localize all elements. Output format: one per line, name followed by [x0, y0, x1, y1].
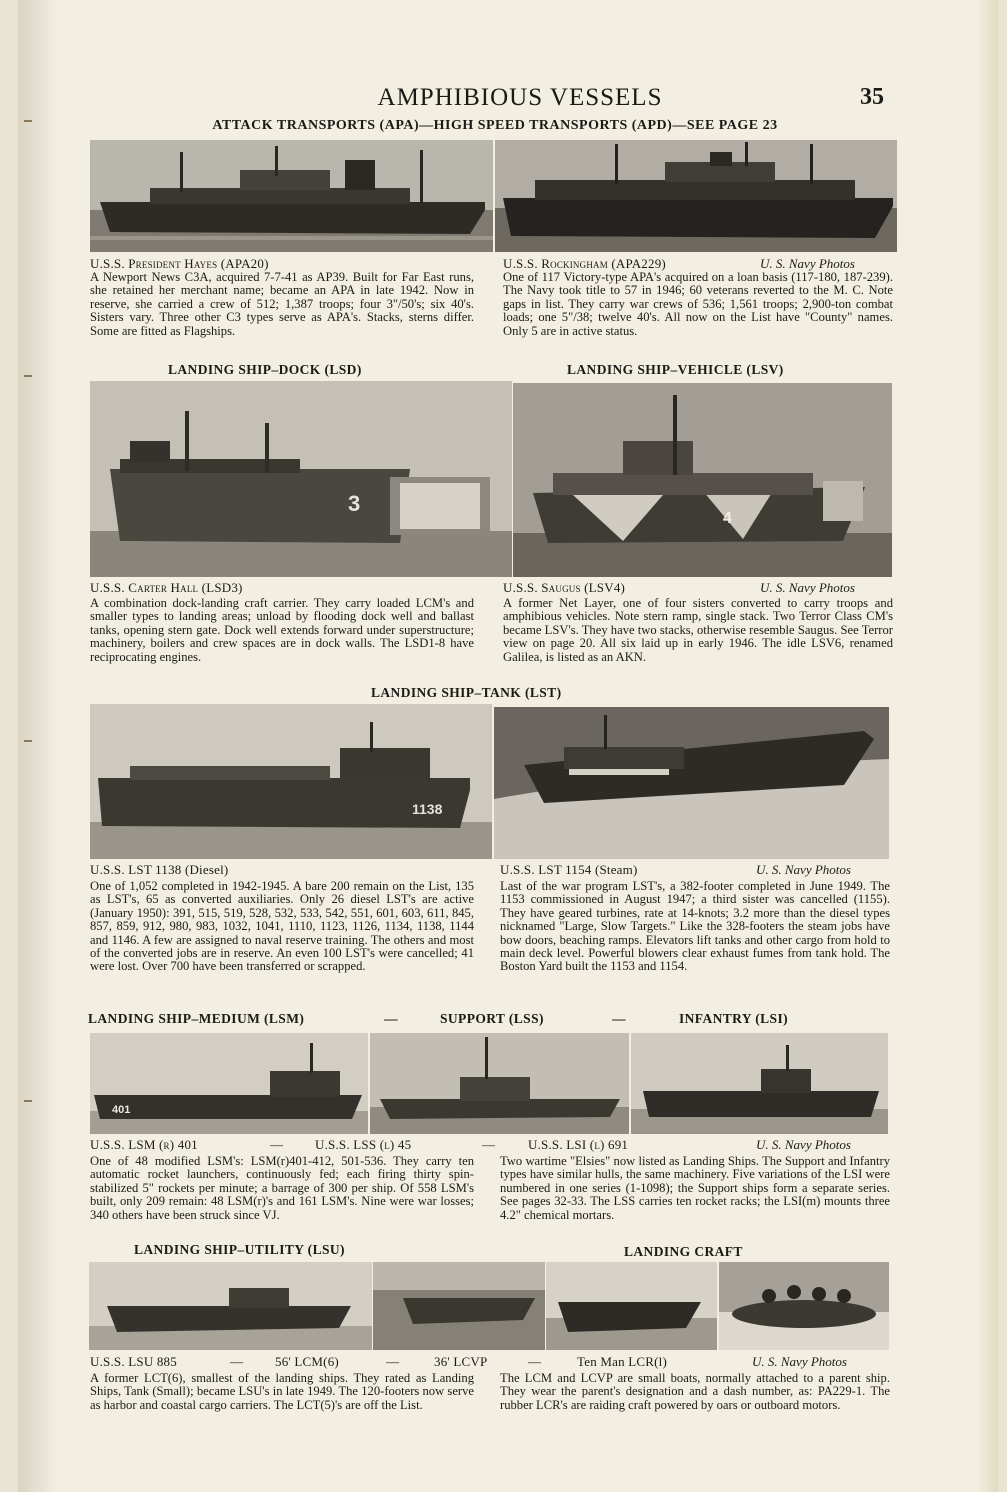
caption-lst-1154: U.S.S. LST 1154 (Steam): [500, 862, 638, 877]
heading-lsm: LANDING SHIP–MEDIUM (LSM): [88, 1011, 305, 1026]
text-lss-lsi: Two wartime "Elsies" now listed as Landing Ships. The Support and Infantry types have similar hulls, the same machinery. Five variations of the LSI were numbered in one series (1-1098); the Support ships form a separate series. See pages 32-33. The LSS carries ten rocket racks; the LSI(m) mounts three 4.2" chemical mortars.: [500, 1154, 890, 1222]
caption-lsu-885: U.S.S. LSU 885: [90, 1354, 177, 1369]
photo-credit: U. S. Navy Photos: [756, 862, 851, 877]
binding-mark: [24, 1100, 32, 1102]
binding-mark: [24, 120, 32, 122]
caption-carter-hall: U.S.S. Carter Hall (LSD3): [90, 580, 243, 595]
heading-lsv: LANDING SHIP–VEHICLE (LSV): [567, 362, 784, 377]
page-number: 35: [860, 84, 884, 110]
photo-lcr: [719, 1262, 889, 1350]
photo-lcvp: [546, 1262, 717, 1350]
photo-lsu-885: [89, 1262, 372, 1350]
photo-lcm-6: [373, 1262, 545, 1350]
heading-dash: —: [612, 1011, 626, 1026]
text-lsu: A former LCT(6), smallest of the landing ships. They rated as Landing Ships, Tank (Small); became LSU's in late 1949. The 120-footers now serve as harbor and coastal cargo carriers. The LCT(5)'s are off the List.: [90, 1371, 474, 1412]
binding-mark: [24, 375, 32, 377]
photo-saugus: [513, 383, 892, 577]
text-lst-1138: One of 1,052 completed in 1942-1945. A bare 200 remain on the List, 135 as LST's, 65 as converted auxiliaries. Only 26 diesel LST's are active (January 1950): 391, 515, 519, 528, 532, 533, 542, 551, 601, 603, 611, 845, 857, 859, 912, 980, 983, 1032, 1041, 1110, 1123, 1126, 1134, 1138, 1144 and 1146. A few are assigned to naval reserve training. The others and most of the converted jobs are in reserve. An even 100 LST's were cancelled; 41 were lost. Over 700 have been transferred or scrapped.: [90, 879, 474, 974]
heading-lsu: LANDING SHIP–UTILITY (LSU): [134, 1242, 345, 1257]
text-lsm: One of 48 modified LSM's: LSM(r)401-412, 501-536. They carry ten automatic rocket launchers, continuously fed; each firing thirty spin-stabilized 5" rockets per minute; a barrage of 300 per ship. Of 558 LSM's built, only 209 remain: 48 LSM(r)'s and 161 LSM's. Nine were war losses; 340 others have been struck since VJ.: [90, 1154, 474, 1222]
caption-lcvp: 36' LCVP: [434, 1354, 488, 1369]
text-carter-hall: A combination dock-landing craft carrier. They carry loaded LCM's and smaller types to landing areas; unload by flooding dock well and ballast tanks, opening stern gate. Dock well extends forward under superstructure; machinery, boilers and crew spaces are in dock walls. The LSD1-8 have reciprocating engines.: [90, 596, 474, 664]
photo-credit: U. S. Navy Photos: [760, 256, 855, 271]
text-rockingham: One of 117 Victory-type APA's acquired on a loan basis (117-180, 187-239). The Navy took title to 57 in 1946; 60 veterans reverted to the M. C. Note gaps in list. They carry war crews of 536; 1,561 troops; 2,900-ton combat loads; one 5"/38; twelve 40's. All now on the List have "County" names. Only 5 are in active status.: [503, 270, 893, 338]
photo-president-hayes: [90, 140, 493, 252]
text-saugus: A former Net Layer, one of four sisters converted to carry troops and amphibious vehicles. Note stern ramp, single stack. Two Terror Class CM's became LSV's. They have two stacks, otherwise resemble Saugus. See Terror view on page 20. All six laid up in early 1946. The idle LSV6, renamed Galilea, is listed as an AKN.: [503, 596, 893, 664]
heading-dash: —: [384, 1011, 398, 1026]
caption-lsi-691: U.S.S. LSI (l) 691: [528, 1137, 629, 1152]
photo-carter-hall: [90, 381, 512, 577]
hull-number-1138: 1138: [412, 801, 443, 817]
heading-lsi: INFANTRY (LSI): [679, 1011, 789, 1026]
text-lst-1154: Last of the war program LST's, a 382-footer completed in June 1949. The 1153 commissioned in August 1947; a third sister was cancelled (1155). They have geared turbines, rate at 14-knots; 3.2 more than the diesel types nicknamed "Large, Slow Targets." Like the 328-footers the steam jobs have bow doors, beaching ramps. Elevators lift tanks and other cargo from hold to main deck level. Powerful blowers clear exhaust fumes from tank hold. The Boston Yard built the 1153 and 1154.: [500, 879, 890, 974]
caption-saugus: U.S.S. Saugus (LSV4): [503, 580, 626, 595]
heading-lss: SUPPORT (LSS): [440, 1011, 544, 1026]
page-gutter: [18, 0, 58, 1492]
text-president-hayes: A Newport News C3A, acquired 7-7-41 as AP39. Built for Far East runs, she retained her merchant name; became an APA in late 1942. Now in reserve, she carried a crew of 512; 1,387 troops; four 3"/50's; six 40's. Sisters vary. Three other C3 types serve as APA's. Stacks, sterns differ. Some are fitted as Flagships.: [90, 270, 474, 338]
page-edge: [976, 0, 998, 1492]
photo-credit: U. S. Navy Photos: [752, 1354, 847, 1369]
caption-lss-45: U.S.S. LSS (l) 45: [315, 1137, 412, 1152]
page-title: AMPHIBIOUS VESSELS: [377, 84, 663, 111]
photo-lsm-401: [90, 1033, 368, 1134]
caption-dash: —: [230, 1354, 244, 1369]
heading-lsd: LANDING SHIP–DOCK (LSD): [168, 362, 362, 377]
hull-number-4: 4: [723, 510, 732, 527]
text-landing-craft: The LCM and LCVP are small boats, normally attached to a parent ship. They wear the parent's designation and a dash number, as: PA229-1. The rubber LCR's are raiding craft powered by oars or outboard motors.: [500, 1371, 890, 1412]
hull-number-3: 3: [348, 491, 361, 516]
heading-landing-craft: LANDING CRAFT: [624, 1244, 743, 1259]
caption-lcr: Ten Man LCR(l): [577, 1354, 667, 1369]
caption-lst-1138: U.S.S. LST 1138 (Diesel): [90, 862, 229, 877]
caption-dash: —: [386, 1354, 400, 1369]
caption-rockingham: U.S.S. Rockingham (APA229): [503, 256, 666, 271]
caption-dash: —: [270, 1137, 284, 1152]
photo-lst-1154: [494, 707, 889, 859]
caption-lsm-401: U.S.S. LSM (r) 401: [90, 1137, 198, 1152]
photo-rockingham: [495, 140, 897, 252]
hull-number-401: 401: [112, 1104, 131, 1116]
page-subtitle: ATTACK TRANSPORTS (APA)—HIGH SPEED TRANSPORTS (APD)—SEE PAGE 23: [212, 118, 778, 133]
heading-lst: LANDING SHIP–TANK (LST): [371, 685, 562, 700]
photo-lsi-691: [631, 1033, 888, 1134]
binding-mark: [24, 740, 32, 742]
caption-dash: —: [528, 1354, 542, 1369]
photo-credit: U. S. Navy Photos: [756, 1137, 851, 1152]
photo-credit: U. S. Navy Photos: [760, 580, 855, 595]
caption-lcm: 56' LCM(6): [275, 1354, 339, 1369]
caption-dash: —: [482, 1137, 496, 1152]
photo-lst-1138: [90, 704, 492, 859]
caption-president-hayes: U.S.S. President Hayes (APA20): [90, 256, 269, 271]
photo-lss-45: [370, 1033, 629, 1134]
